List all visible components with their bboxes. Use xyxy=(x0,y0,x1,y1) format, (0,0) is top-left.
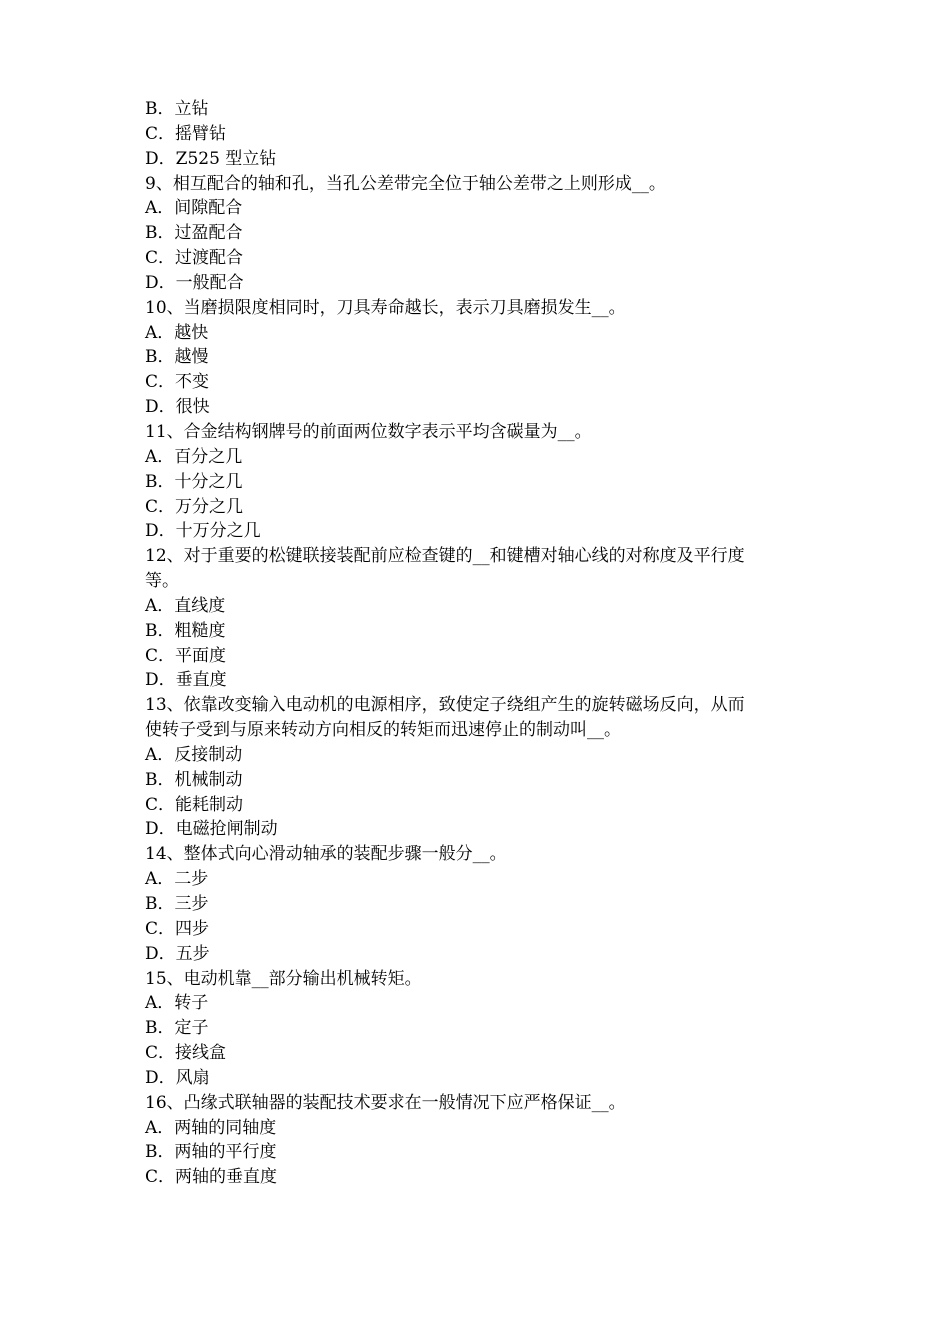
question-text: 16、凸缘式联轴器的装配技术要求在一般情况下应严格保证__。 xyxy=(145,1092,626,1113)
option-line: D．Z525 型立钻 xyxy=(145,148,277,169)
question-11 xyxy=(145,420,815,544)
question-text: 10、当磨损限度相同时，刀具寿命越长，表示刀具磨损发生__。 xyxy=(145,297,626,318)
option-line: D．电磁抢闸制动 xyxy=(145,819,278,840)
option-line: A．反接制动 xyxy=(145,744,243,765)
option-line: C．接线盒 xyxy=(145,1043,227,1064)
question-text-continued: 等。 xyxy=(145,571,179,592)
option-line: D．十万分之几 xyxy=(145,521,261,542)
question-text: 12、对于重要的松键联接装配前应检查键的__和键槽对轴心线的对称度及平行度 xyxy=(145,546,745,567)
option-line: C．两轴的垂直度 xyxy=(145,1167,278,1188)
option-line: A．直线度 xyxy=(145,595,226,616)
option-line: D．很快 xyxy=(145,397,210,418)
option-line: C．四步 xyxy=(145,918,210,939)
question-text: 14、整体式向心滑动轴承的装配步骤一般分__。 xyxy=(145,844,507,865)
option-line: B．机械制动 xyxy=(145,769,243,790)
question-13 xyxy=(145,693,815,842)
option-line: B．粗糙度 xyxy=(145,620,226,641)
option-line: D．五步 xyxy=(145,943,210,964)
question-16 xyxy=(145,1091,815,1190)
question-9 xyxy=(145,172,815,296)
option-line: C．万分之几 xyxy=(145,496,244,517)
question-14 xyxy=(145,842,815,966)
option-line: C．不变 xyxy=(145,372,210,393)
document-page xyxy=(145,97,815,1190)
option-line: B．十分之几 xyxy=(145,471,243,492)
option-line: B．两轴的平行度 xyxy=(145,1142,277,1163)
option-line: A．两轴的同轴度 xyxy=(145,1117,277,1138)
option-line: B．过盈配合 xyxy=(145,223,243,244)
option-line: B．定子 xyxy=(145,1018,209,1039)
option-line: C．过渡配合 xyxy=(145,248,244,269)
question-text: 13、依靠改变输入电动机的电源相序，致使定子绕组产生的旋转磁场反向，从而 xyxy=(145,695,745,716)
option-line: A．转子 xyxy=(145,993,209,1014)
question-15 xyxy=(145,967,815,1091)
option-line: A．百分之几 xyxy=(145,446,243,467)
option-line: B．越慢 xyxy=(145,347,209,368)
question-12 xyxy=(145,544,815,693)
option-line: B．立钻 xyxy=(145,99,209,119)
question-text-continued: 使转子受到与原来转动方向相反的转矩而迅速停止的制动叫__。 xyxy=(145,720,621,741)
option-line: C．平面度 xyxy=(145,645,227,666)
option-line: B．三步 xyxy=(145,894,209,914)
option-line: D．一般配合 xyxy=(145,272,244,293)
option-line: D．风扇 xyxy=(145,1067,210,1088)
question-text: 11、合金结构钢牌号的前面两位数字表示平均含碳量为__。 xyxy=(145,421,592,442)
option-line: C．摇臂钻 xyxy=(145,123,227,144)
leading-options xyxy=(145,97,815,172)
option-line: D．垂直度 xyxy=(145,670,227,691)
question-text: 15、电动机靠__部分输出机械转矩。 xyxy=(145,968,422,989)
question-text: 9、相互配合的轴和孔，当孔公差带完全位于轴公差带之上则形成__。 xyxy=(145,173,666,194)
option-line: A．越快 xyxy=(145,322,209,343)
question-10 xyxy=(145,296,815,420)
option-line: A．间隙配合 xyxy=(145,198,243,219)
option-line: C．能耗制动 xyxy=(145,794,244,815)
option-line: A．二步 xyxy=(145,869,209,890)
